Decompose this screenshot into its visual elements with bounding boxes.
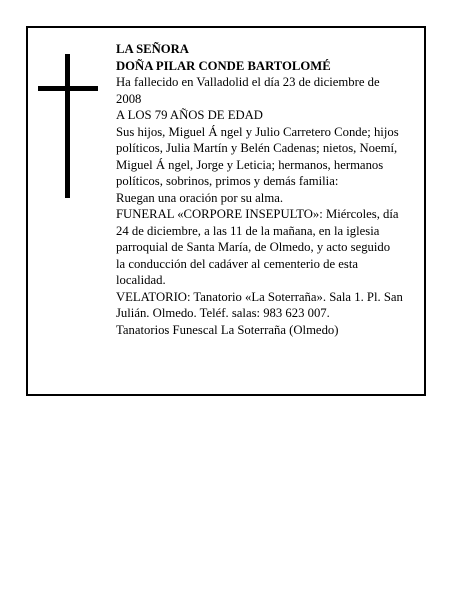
notice-line: políticos, Julia Martín y Belén Cadenas; nietos, Noemí, — [116, 141, 398, 155]
notice-line: localidad. — [116, 273, 166, 287]
notice-line: Tanatorios Funescal La Soterraña (Olmedo) — [116, 322, 339, 337]
notice-title-name: DOÑA PILAR CONDE BARTOLOMÉ — [116, 58, 331, 73]
cross-icon — [38, 54, 98, 198]
notice-line: FUNERAL «CORPORE INSEPULTO»: Miércoles, día — [116, 207, 399, 221]
notice-line: Miguel Á ngel, Jorge y Leticia; hermanos, hermanos — [116, 157, 384, 172]
notice-line: VELATORIO: Tanatorio «La Soterraña». Sala 1. Pl. San — [116, 289, 403, 304]
obituary-notice — [26, 26, 426, 396]
notice-line: A LOS 79 AÑOS DE EDAD — [116, 108, 263, 122]
cross-vertical-bar — [65, 54, 70, 198]
notice-line: políticos, sobrinos, primos y demás familia: — [116, 174, 339, 188]
notice-line: la conducción del cadáver al cementerio de esta — [116, 256, 358, 271]
obituary-text — [116, 41, 428, 338]
notice-line: Julián. Olmedo. Teléf. salas: 983 623 007. — [116, 306, 330, 320]
notice-line: Ruegan una oración por su alma. — [116, 190, 284, 205]
notice-line: Sus hijos, Miguel Á ngel y Julio Carretero Conde; hijos — [116, 124, 399, 139]
notice-title-line1: LA SEÑORA — [116, 42, 189, 56]
cross-horizontal-bar — [38, 86, 98, 91]
notice-line: parroquial de Santa María, de Olmedo, y acto seguido — [116, 240, 391, 254]
notice-line: 24 de diciembre, a las 11 de la mañana, en la iglesia — [116, 223, 380, 238]
notice-line: 2008 — [116, 91, 142, 106]
notice-line: Ha fallecido en Valladolid el día 23 de diciembre de — [116, 75, 380, 89]
